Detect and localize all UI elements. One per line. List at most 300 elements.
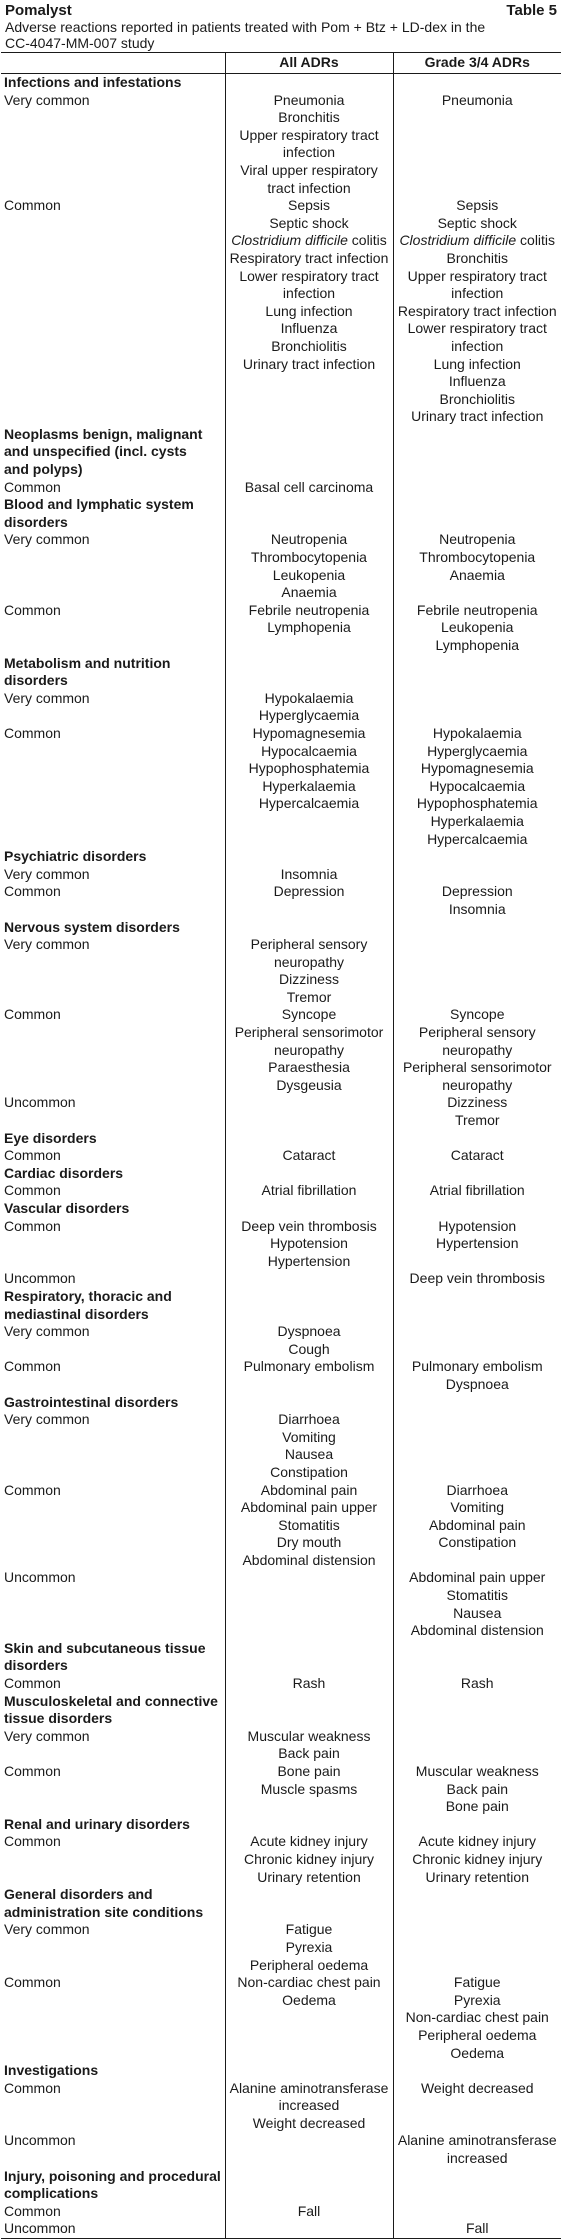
all-adrs-cell	[225, 690, 393, 725]
grade-3-4-cell	[393, 1323, 561, 1358]
soc-title	[1, 1816, 225, 1834]
soc-title	[1, 1640, 225, 1675]
soc-header-row	[1, 919, 561, 937]
all-adrs-cell	[225, 1094, 393, 1129]
table-label: Table 5	[506, 2, 557, 19]
soc-title-line: Vascular disorders	[4, 1200, 130, 1216]
frequency-label: Uncommon	[4, 1094, 76, 1111]
all-adrs-cell	[225, 866, 393, 884]
adr-term: Tremor	[454, 1112, 500, 1129]
adr-term: Nausea	[284, 1446, 334, 1463]
adr-term: Hypocalcaemia	[429, 777, 526, 794]
grade-3-4-cell	[393, 725, 561, 848]
adr-term: Sepsis	[287, 197, 331, 214]
adr-term: increased	[278, 2097, 340, 2114]
all-adrs-cell	[225, 92, 393, 198]
frequency-row	[1, 1270, 561, 1288]
adr-term: Acute kidney injury	[418, 1833, 536, 1850]
grade-3-4-cell	[393, 1182, 561, 1200]
all-adrs-cell	[225, 1693, 393, 1728]
adr-term: Vomiting	[282, 1428, 336, 1445]
soc-title-line: complications	[4, 2185, 99, 2202]
grade-3-4-cell	[393, 602, 561, 655]
grade-3-4-cell	[393, 92, 561, 198]
adr-term: Neutropenia	[439, 531, 516, 548]
frequency-label: Very common	[4, 1411, 90, 1428]
soc-header-row	[1, 1165, 561, 1183]
frequency-row	[1, 2132, 561, 2167]
soc-title	[1, 2168, 225, 2203]
soc-title-line: disorders	[4, 513, 68, 530]
adr-term: Stomatitis	[278, 1516, 340, 1533]
adr-term: Cough	[288, 1340, 330, 1357]
frequency-label: Very common	[4, 865, 90, 882]
all-adrs-cell	[225, 1974, 393, 2062]
all-adrs-cell	[225, 1200, 393, 1218]
adr-term: Chronic kidney injury	[244, 1850, 374, 1867]
adr-term: Peripheral oedema	[249, 1956, 369, 1973]
adr-term: Tremor	[286, 988, 332, 1005]
all-adrs-cell	[225, 1675, 393, 1693]
grade-3-4-cell	[393, 883, 561, 918]
all-adrs-cell	[225, 1886, 393, 1921]
all-adrs-cell	[225, 1288, 393, 1323]
adr-term: Peripheral sensorimotor	[402, 1059, 552, 1076]
column-header-soc	[1, 53, 225, 74]
adr-term: Hyperglycaemia	[427, 742, 528, 759]
adr-term: Oedema	[450, 2044, 505, 2061]
grade-3-4-cell	[393, 1006, 561, 1094]
soc-title	[1, 426, 225, 479]
adr-term: Paraesthesia	[268, 1059, 350, 1076]
soc-title	[1, 2062, 225, 2080]
soc-header-row	[1, 1640, 561, 1675]
adr-term: Hypophosphatemia	[248, 760, 370, 777]
frequency-row	[1, 1323, 561, 1358]
frequency-label: Uncommon	[4, 1569, 76, 1586]
grade-3-4-cell	[393, 2203, 561, 2221]
adr-term: Oedema	[282, 1991, 336, 2008]
adr-term: Urinary retention	[425, 1868, 529, 1885]
adr-term: Abdominal pain upper	[409, 1569, 546, 1586]
all-adrs-cell	[225, 2203, 393, 2221]
adr-term: Weight decreased	[420, 2079, 534, 2096]
adr-term: Syncope	[450, 1006, 505, 1023]
all-adrs-cell	[225, 602, 393, 655]
soc-header-row	[1, 2062, 561, 2080]
grade-3-4-cell	[393, 496, 561, 531]
adr-term: Peripheral oedema	[418, 2026, 537, 2043]
adr-term: Septic shock	[437, 214, 517, 231]
frequency-row	[1, 531, 561, 601]
soc-title	[1, 655, 225, 690]
all-adrs-cell	[225, 426, 393, 479]
soc-title-line: Gastrointestinal disorders	[4, 1393, 179, 1410]
frequency-row	[1, 1094, 561, 1129]
frequency-label: Common	[4, 1217, 61, 1234]
frequency-label: Common	[4, 883, 61, 900]
adr-term: Hypokalaemia	[432, 724, 522, 741]
adr-term: Anaemia	[281, 584, 337, 601]
frequency-row	[1, 1728, 561, 1763]
adr-term: Depression	[273, 883, 345, 900]
soc-title	[1, 1130, 225, 1148]
adr-term: Hypertension	[267, 1252, 351, 1269]
adr-term: Dry mouth	[276, 1534, 342, 1551]
adr-term: Septic shock	[269, 214, 349, 231]
soc-title	[1, 919, 225, 937]
grade-3-4-cell	[393, 1640, 561, 1675]
adr-term: Fatigue	[285, 1921, 333, 1938]
grade-3-4-cell	[393, 1130, 561, 1148]
adr-term: Muscular weakness	[415, 1763, 539, 1779]
adr-term: Atrial fibrillation	[261, 1182, 357, 1199]
soc-title-line: Cardiac disorders	[4, 1164, 124, 1181]
frequency-label: Very common	[4, 689, 90, 706]
grade-3-4-cell	[393, 1675, 561, 1693]
frequency-row	[1, 1675, 561, 1693]
adr-term: Insomnia	[448, 900, 506, 917]
all-adrs-cell	[225, 1411, 393, 1481]
adr-term: Lung infection	[265, 302, 353, 319]
adr-term: Bone pain	[445, 1798, 509, 1815]
all-adrs-cell	[225, 848, 393, 866]
adr-term: increased	[446, 2150, 508, 2167]
table-header-row	[1, 53, 561, 74]
frequency-row	[1, 1358, 561, 1393]
soc-title	[1, 74, 225, 92]
all-adrs-cell	[225, 1833, 393, 1886]
soc-title	[1, 1200, 225, 1218]
adr-term: Fall	[297, 2202, 321, 2219]
frequency-label: Common	[4, 1675, 61, 1692]
frequency-row	[1, 1569, 561, 1639]
soc-title-line: Neoplasms benign, malignant	[4, 425, 203, 442]
adr-term: Dysgeusia	[276, 1076, 342, 1093]
frequency-label: Common	[4, 2079, 61, 2096]
soc-header-row	[1, 1886, 561, 1921]
adr-term: neuropathy	[442, 1076, 513, 1093]
all-adrs-cell	[225, 496, 393, 531]
adr-term: Acute kidney injury	[250, 1833, 368, 1850]
frequency-row	[1, 92, 561, 198]
soc-header-row	[1, 1130, 561, 1148]
all-adrs-cell	[225, 479, 393, 497]
frequency-label: Very common	[4, 1921, 90, 1938]
frequency-label: Very common	[4, 936, 90, 953]
adr-term: Peripheral sensory	[250, 936, 368, 953]
adr-term: Alanine aminotransferase	[397, 2132, 557, 2149]
adr-term: Dizziness	[447, 1094, 508, 1111]
frequency-row	[1, 1006, 561, 1094]
grade-3-4-cell	[393, 1394, 561, 1412]
adr-term: Abdominal pain	[260, 1481, 358, 1498]
frequency-label: Common	[4, 1006, 61, 1023]
frequency-label: Very common	[4, 1323, 90, 1340]
frequency-label: Common	[4, 601, 61, 618]
soc-header-row	[1, 1693, 561, 1728]
frequency-row	[1, 725, 561, 848]
frequency-label: Uncommon	[1, 2220, 225, 2238]
all-adrs-cell	[225, 2220, 393, 2238]
adr-term: Viral upper respiratory	[240, 161, 378, 178]
grade-3-4-cell	[393, 1833, 561, 1886]
adr-term: Syncope	[281, 1006, 337, 1023]
adr-term: Clostridium difficile colitis	[399, 232, 556, 249]
adr-term: Respiratory tract infection	[229, 249, 389, 266]
adr-term: Non-cardiac chest pain	[405, 2009, 549, 2026]
adr-term: Insomnia	[280, 865, 338, 882]
organism-name: Clostridium difficile	[399, 232, 517, 249]
grade-3-4-cell	[393, 866, 561, 884]
adr-term: Anaemia	[449, 566, 505, 583]
soc-title-line: Blood and lymphatic system	[4, 496, 194, 513]
adr-term: Deep vein thrombosis	[409, 1270, 545, 1287]
all-adrs-cell	[225, 2080, 393, 2133]
frequency-label: Common	[4, 1833, 61, 1850]
adr-term: Bone pain	[277, 1763, 341, 1779]
adr-term: Leukopenia	[441, 619, 514, 636]
all-adrs-cell	[225, 1394, 393, 1412]
adr-term: Basal cell carcinoma	[244, 478, 374, 495]
frequency-label: Common	[4, 197, 61, 214]
adr-term: Peripheral sensory	[418, 1024, 536, 1041]
adr-term: Hyperkalaemia	[430, 812, 524, 829]
adr-term: Bronchiolitis	[439, 390, 515, 407]
frequency-row	[1, 1182, 561, 1200]
frequency-row	[1, 1482, 561, 1570]
all-adrs-cell	[225, 1482, 393, 1570]
adr-term: Clostridium difficile colitis	[231, 232, 387, 249]
adr-term: Respiratory tract infection	[397, 302, 557, 319]
adr-term: Lower respiratory tract	[239, 267, 379, 284]
adr-term: Pyrexia	[285, 1938, 333, 1955]
adr-term: Hypotension	[270, 1235, 348, 1252]
adr-term: Back pain	[278, 1745, 340, 1762]
soc-title-line: Investigations	[4, 2062, 99, 2079]
adr-term: Hypercalcaemia	[258, 795, 360, 812]
adr-term: Dyspnoea	[445, 1375, 509, 1392]
table-caption	[1, 19, 561, 51]
frequency-label: Common	[4, 1763, 61, 1779]
grade-3-4-cell	[393, 1147, 561, 1165]
adr-term: Diarrhoea	[278, 1411, 340, 1428]
grade-3-4-cell	[393, 2132, 561, 2167]
adr-term: tract infection	[267, 179, 351, 196]
adr-term: Peripheral sensorimotor	[234, 1024, 384, 1041]
adr-term: Urinary retention	[257, 1868, 361, 1885]
grade-3-4-cell	[393, 1358, 561, 1393]
adr-term: Lung infection	[433, 355, 521, 372]
all-adrs-cell	[225, 1569, 393, 1639]
frequency-label: Common	[4, 1358, 61, 1375]
adr-term: Leukopenia	[272, 566, 346, 583]
frequency-label: Common	[4, 724, 61, 741]
all-adrs-cell	[225, 1358, 393, 1393]
adr-term: Atrial fibrillation	[429, 1182, 525, 1199]
frequency-row	[1, 866, 561, 884]
adr-term: Rash	[460, 1675, 494, 1692]
adr-term: Influenza	[448, 373, 506, 390]
adr-term: Urinary tract infection	[242, 355, 376, 372]
soc-header-row	[1, 655, 561, 690]
soc-title-line: and polyps)	[4, 461, 83, 478]
organism-name: Clostridium difficile	[231, 232, 348, 249]
column-header-all-adrs: All ADRs	[225, 53, 393, 74]
soc-title-line: mediastinal disorders	[4, 1305, 149, 1322]
adr-term: Nausea	[453, 1604, 502, 1621]
adr-term: Abdominal pain upper	[240, 1499, 378, 1516]
grade-3-4-cell	[393, 1094, 561, 1129]
adr-term: Hypomagnesemia	[252, 724, 366, 741]
adr-term: Hyperglycaemia	[258, 707, 360, 724]
frequency-row	[1, 1411, 561, 1481]
caption-line-2: CC-4047-MM-007 study	[5, 35, 155, 51]
soc-title-line: Respiratory, thoracic and	[4, 1287, 172, 1304]
all-adrs-cell	[225, 936, 393, 1006]
frequency-row	[1, 2220, 561, 2238]
adr-table	[1, 52, 561, 2239]
all-adrs-cell	[225, 1763, 393, 1816]
frequency-label: Common	[4, 1147, 61, 1164]
soc-title-line: Psychiatric disorders	[4, 848, 147, 865]
table-body	[1, 74, 561, 2239]
adr-term: Fall	[465, 2220, 489, 2237]
soc-title-line: Metabolism and nutrition	[4, 654, 171, 671]
frequency-row	[1, 197, 561, 426]
grade-3-4-cell	[393, 1165, 561, 1183]
caption-line-1: Adverse reactions reported in patients treated with Pom + Btz + LD-dex in the	[5, 19, 486, 35]
frequency-label: Common	[4, 2202, 61, 2219]
adr-term: infection	[282, 285, 336, 302]
adr-term: Cataract	[450, 1147, 504, 1164]
adr-term: Abdominal distension	[242, 1551, 376, 1568]
all-adrs-cell	[225, 883, 393, 918]
adr-term: Dyspnoea	[277, 1323, 341, 1340]
document-page	[1, 0, 561, 2239]
soc-title-line: Eye disorders	[4, 1129, 97, 1146]
adr-term: neuropathy	[273, 1041, 345, 1058]
adr-term: Bronchitis	[278, 109, 340, 126]
adr-term: Non-cardiac chest pain	[237, 1974, 381, 1991]
adr-term: Upper respiratory tract	[239, 126, 379, 143]
grade-3-4-cell	[393, 690, 561, 725]
adr-term: Constipation	[438, 1534, 517, 1551]
frequency-label: Common	[4, 1974, 61, 1991]
soc-title-line: administration site conditions	[4, 1903, 204, 1920]
adr-term: Hypophosphatemia	[416, 795, 538, 812]
frequency-row	[1, 1218, 561, 1271]
frequency-row	[1, 479, 561, 497]
soc-header-row	[1, 848, 561, 866]
soc-header-row	[1, 1288, 561, 1323]
all-adrs-cell	[225, 1165, 393, 1183]
all-adrs-cell	[225, 1921, 393, 1974]
all-adrs-cell	[225, 2168, 393, 2203]
adr-term: infection	[282, 144, 336, 161]
grade-3-4-cell	[393, 1728, 561, 1763]
soc-header-row	[1, 496, 561, 531]
soc-title-line: disorders	[4, 672, 68, 689]
adr-term: Back pain	[446, 1780, 508, 1797]
frequency-label: Very common	[4, 91, 90, 108]
adr-term: Thrombocytopenia	[419, 549, 536, 566]
adr-term: Upper respiratory tract	[407, 267, 547, 284]
soc-title-line: Skin and subcutaneous tissue	[4, 1639, 206, 1656]
adr-term: Hypertension	[436, 1235, 519, 1252]
grade-3-4-cell	[393, 2080, 561, 2133]
frequency-row	[1, 1974, 561, 2062]
adr-term: Abdominal distension	[410, 1622, 544, 1639]
grade-3-4-cell	[393, 848, 561, 866]
soc-title-line: Musculoskeletal and connective	[4, 1692, 218, 1709]
frequency-label: Very common	[4, 1727, 90, 1744]
soc-title	[1, 496, 225, 531]
adr-term: Fatigue	[453, 1974, 501, 1991]
adr-term: infection	[451, 337, 504, 354]
adr-term: Febrile neutropenia	[248, 601, 370, 618]
adr-term: Hyperkalaemia	[262, 777, 356, 794]
soc-header-row	[1, 2168, 561, 2203]
soc-title	[1, 1288, 225, 1323]
adr-term: Stomatitis	[446, 1587, 508, 1604]
product-name: Pomalyst	[5, 2, 72, 19]
header	[1, 0, 561, 19]
grade-3-4-cell	[393, 1886, 561, 1921]
all-adrs-cell	[225, 1182, 393, 1200]
frequency-label: Common	[4, 1182, 61, 1199]
soc-title	[1, 1886, 225, 1921]
adr-term: Pulmonary embolism	[243, 1358, 375, 1375]
adr-term: Depression	[441, 883, 513, 900]
grade-3-4-cell	[393, 919, 561, 937]
frequency-row	[1, 1921, 561, 1974]
adr-term: Lymphopenia	[435, 637, 520, 653]
soc-header-row	[1, 74, 561, 92]
frequency-label: Very common	[4, 531, 90, 548]
grade-3-4-cell	[393, 426, 561, 479]
soc-title-line: Renal and urinary disorders	[4, 1815, 190, 1832]
frequency-row	[1, 690, 561, 725]
adr-term: Urinary tract infection	[411, 408, 544, 425]
soc-title	[1, 1165, 225, 1183]
adr-term: Constipation	[270, 1463, 348, 1480]
soc-header-row	[1, 426, 561, 479]
all-adrs-cell	[225, 1728, 393, 1763]
grade-3-4-cell	[393, 936, 561, 1006]
adr-term: Muscular weakness	[247, 1727, 371, 1744]
soc-title	[1, 1394, 225, 1412]
grade-3-4-cell	[393, 531, 561, 601]
all-adrs-cell	[225, 655, 393, 690]
all-adrs-cell	[225, 1270, 393, 1288]
grade-3-4-cell	[393, 479, 561, 497]
all-adrs-cell	[225, 2132, 393, 2167]
grade-3-4-cell	[393, 1411, 561, 1481]
adr-term: Hypomagnesemia	[420, 760, 534, 777]
adr-term: Febrile neutropenia	[416, 601, 538, 618]
adr-term: Dizziness	[279, 971, 339, 988]
grade-3-4-cell	[393, 1218, 561, 1271]
grade-3-4-cell	[393, 1974, 561, 2062]
adr-term: Hypokalaemia	[264, 689, 354, 706]
all-adrs-cell	[225, 197, 393, 426]
adr-term: Deep vein thrombosis	[241, 1217, 377, 1234]
adr-term: Thrombocytopenia	[251, 549, 367, 566]
soc-title	[1, 848, 225, 866]
frequency-label: Uncommon	[4, 1270, 76, 1287]
grade-3-4-cell	[393, 1288, 561, 1323]
